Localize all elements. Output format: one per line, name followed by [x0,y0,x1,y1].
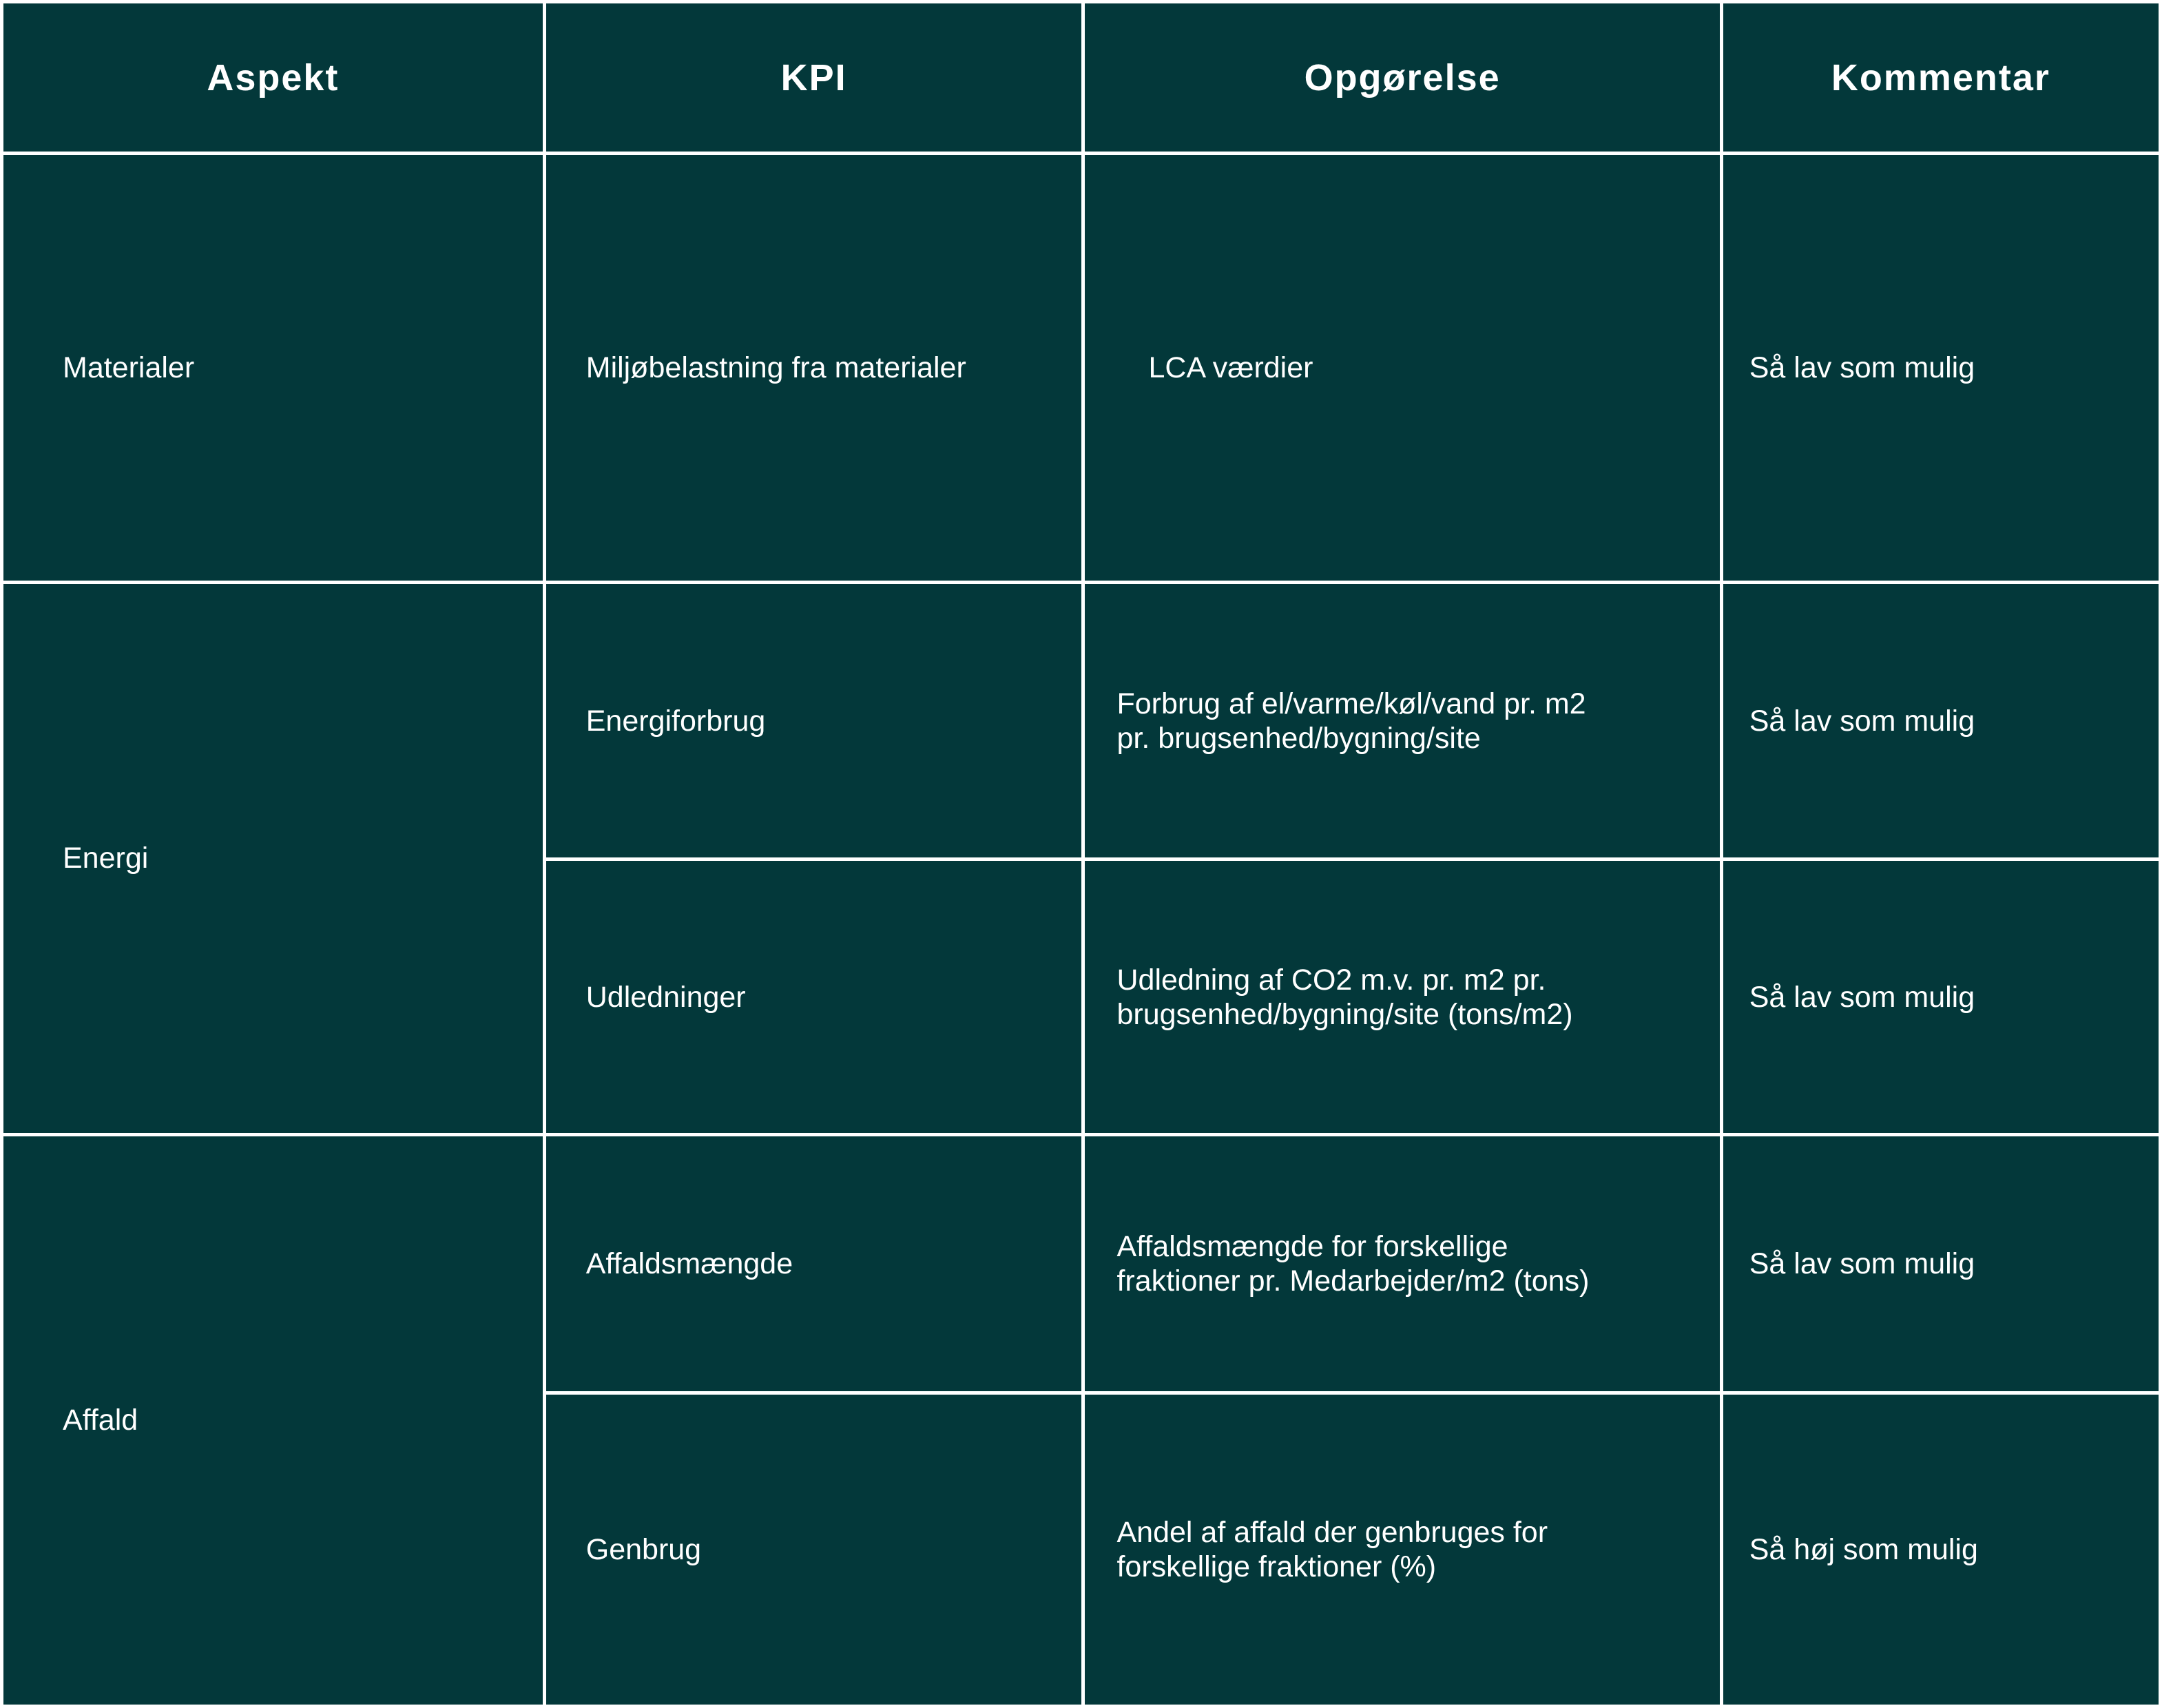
kpi-cell-genbrug: Genbrug [546,1395,1082,1705]
aspekt-cell-materialer: Materialer [3,155,543,581]
opgorelse-cell-genbrug [1085,1395,1719,1705]
header-opgorelse: Opgørelse [1085,3,1719,152]
opgorelse-line: Forbrug af el/varme/køl/vand pr. m2 [1116,687,1586,720]
kpi-cell-udledninger: Udledninger [546,861,1082,1132]
header-kpi: KPI [546,3,1082,152]
opgorelse-cell-affaldsmaengde [1085,1136,1719,1392]
kpi-cell-energiforbrug: Energiforbrug [546,584,1082,857]
opgorelse-cell-energiforbrug [1085,584,1719,857]
table-row-energiforbrug [3,584,2159,857]
table-header-row [3,3,2159,152]
kommentar-cell-materialer: Så lav som mulig [1723,155,2159,581]
opgorelse-line: Udledning af CO2 m.v. pr. m2 pr. [1116,963,1546,997]
opgorelse-cell-lca: LCA værdier [1085,155,1719,581]
opgorelse-line: Affaldsmængde for forskellige [1116,1229,1508,1263]
table-row-materialer [3,155,2159,581]
opgorelse-line: Andel af affald der genbruges for [1116,1516,1548,1550]
table-row-affaldsmaengde [3,1136,2159,1392]
opgorelse-line: forskellige fraktioner (%) [1116,1550,1437,1584]
aspekt-cell-affald: Affald [3,1136,543,1705]
kommentar-cell-udledninger: Så lav som mulig [1723,861,2159,1132]
kpi-cell-miljobelastning: Miljøbelastning fra materialer [546,155,1082,581]
kommentar-cell-genbrug: Så høj som mulig [1723,1395,2159,1705]
opgorelse-line: pr. brugsenhed/bygning/site [1116,721,1481,755]
opgorelse-cell-udledninger [1085,861,1719,1132]
opgorelse-line: brugsenhed/bygning/site (tons/m2) [1116,997,1573,1031]
aspekt-cell-energi: Energi [3,584,543,1132]
header-aspekt: Aspekt [3,3,543,152]
kpi-cell-affaldsmaengde: Affaldsmængde [546,1136,1082,1392]
header-kommentar: Kommentar [1723,3,2159,152]
kommentar-cell-energiforbrug: Så lav som mulig [1723,584,2159,857]
opgorelse-line: fraktioner pr. Medarbejder/m2 (tons) [1116,1264,1590,1298]
kommentar-cell-affaldsmaengde: Så lav som mulig [1723,1136,2159,1392]
